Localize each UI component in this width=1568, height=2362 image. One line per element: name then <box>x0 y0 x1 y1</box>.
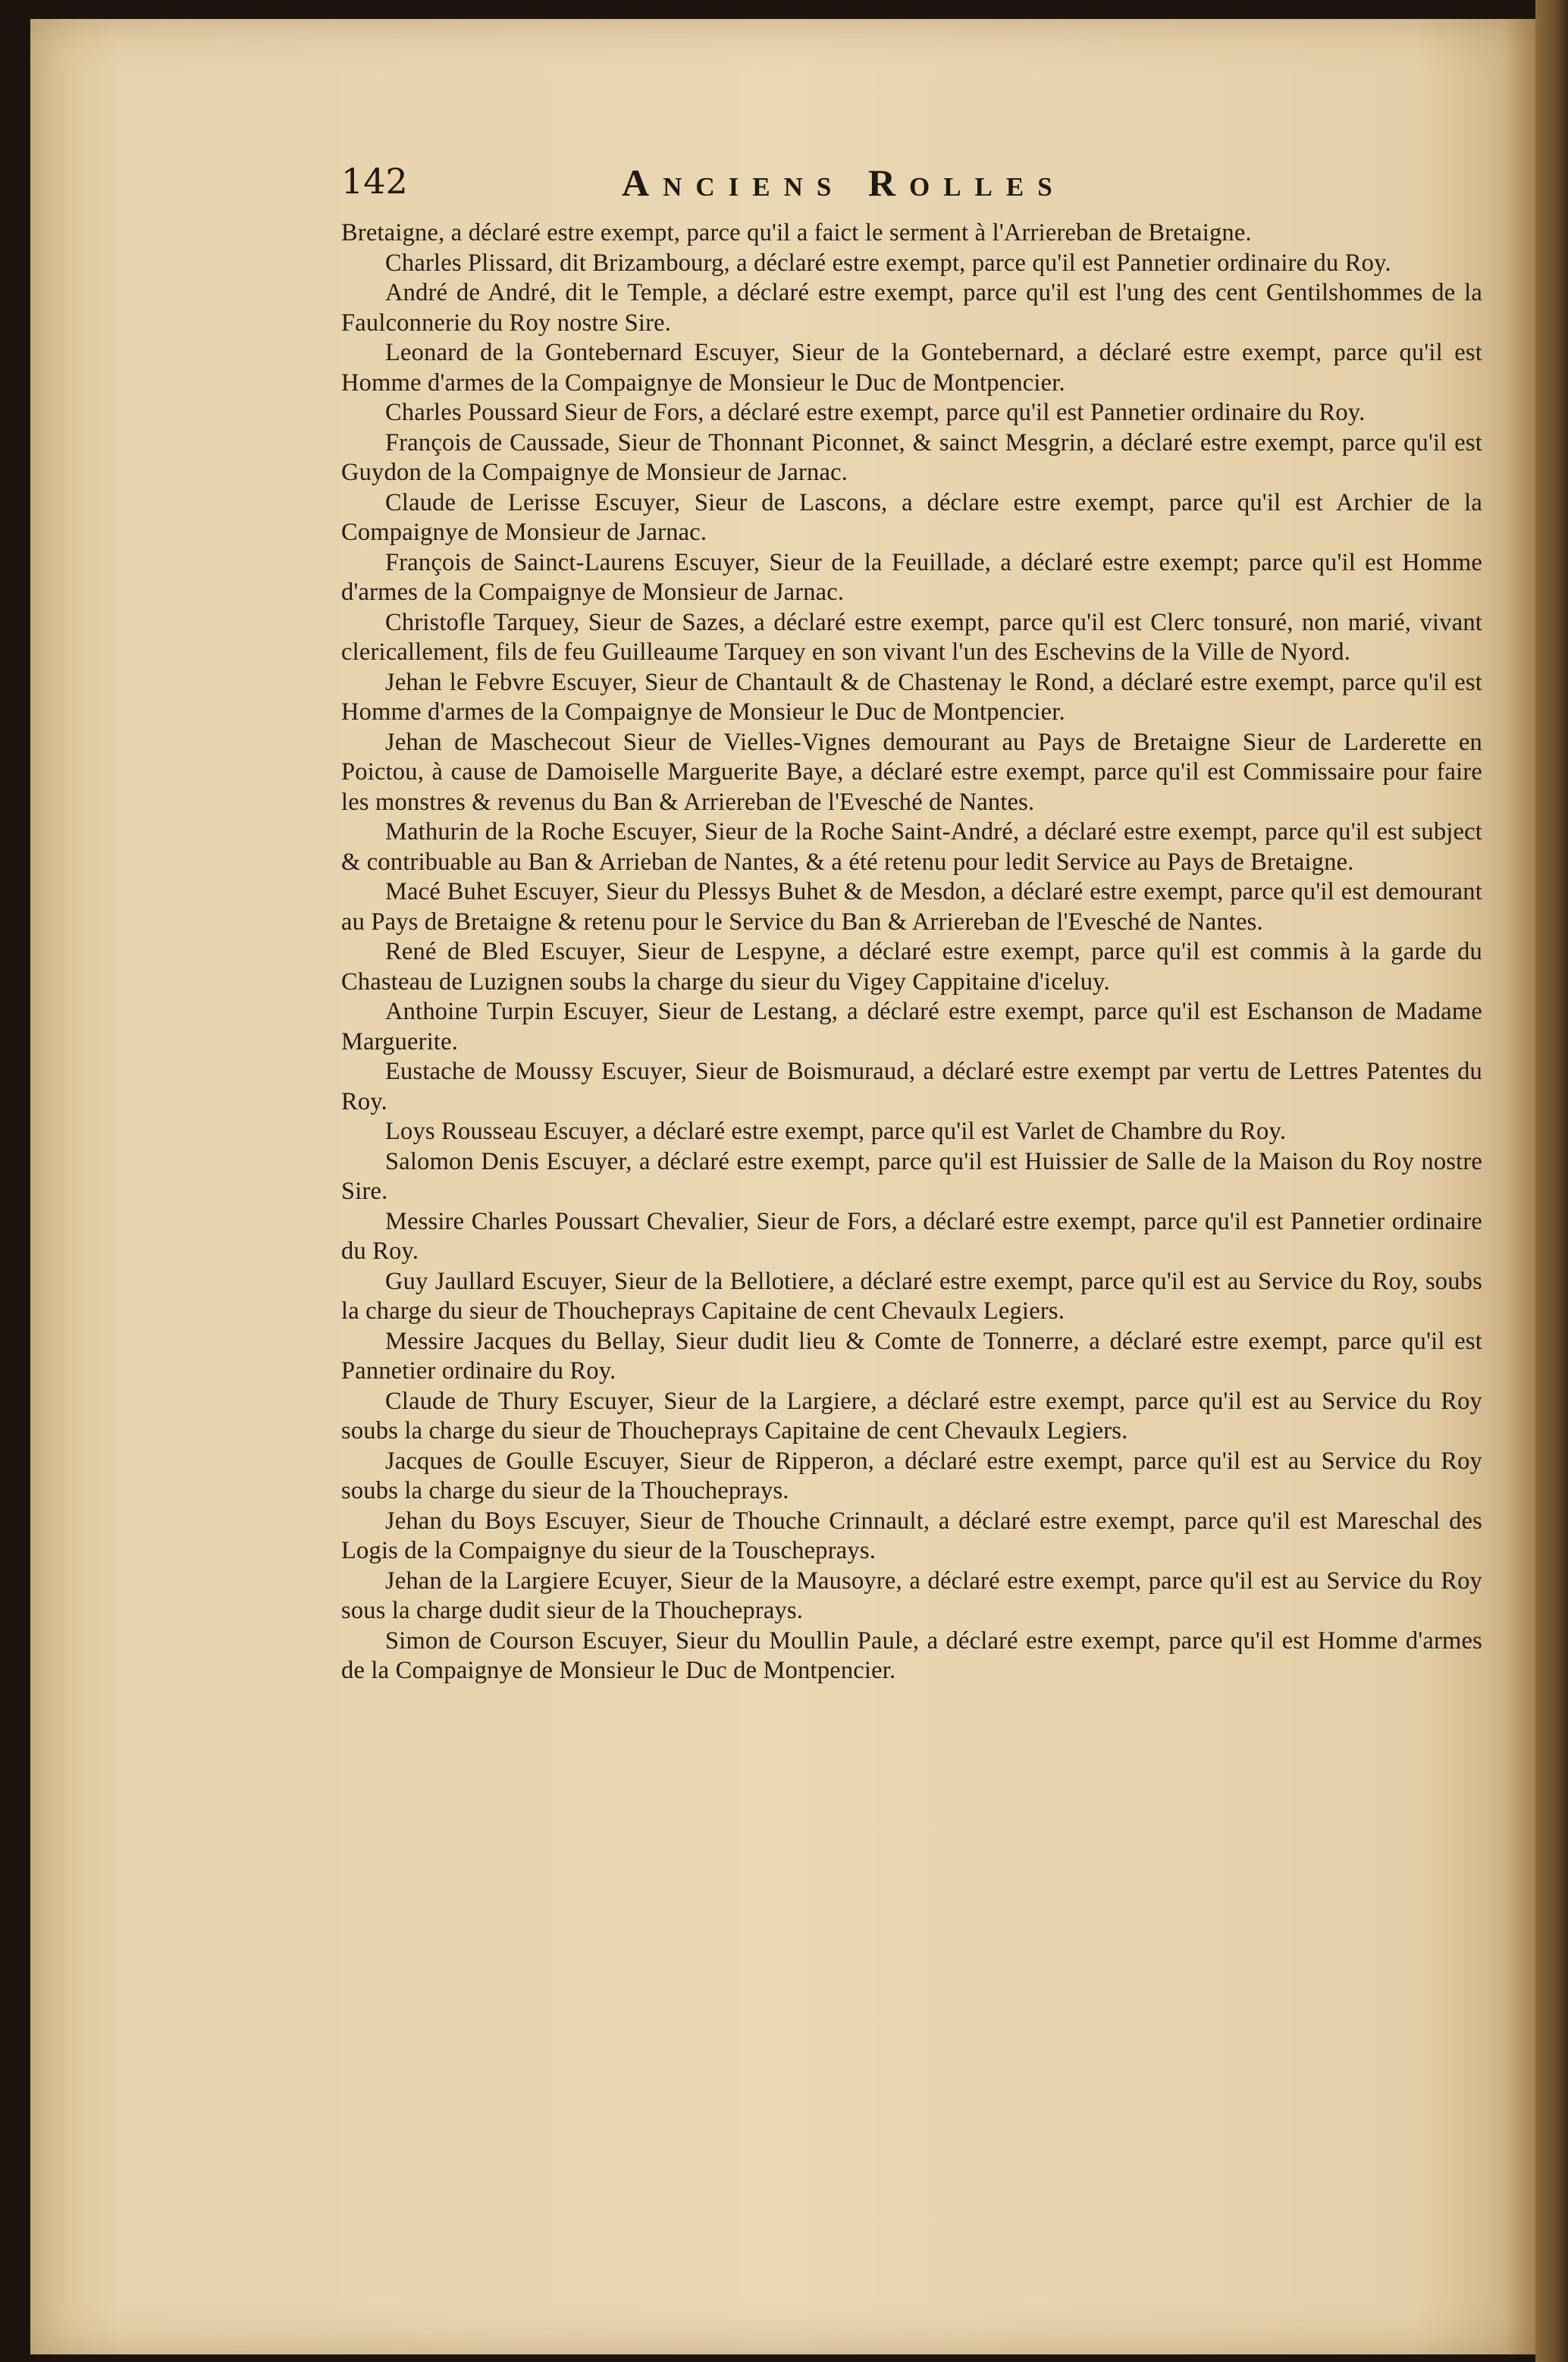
body-text <box>341 218 1482 1686</box>
paragraph: Christofle Tarquey, Sieur de Sazes, a déclaré estre exempt, parce qu'il est Clerc tonsuré, non marié, vivant clericallement, fils de feu Guilleaume Tarquey en son vivant l'un des Eschevins de la Ville de Nyord. <box>341 608 1482 666</box>
paragraph: Jehan le Febvre Escuyer, Sieur de Chantault & de Chastenay le Rond, a déclaré estre exempt, parce qu'il est Homme d'armes de la Compaignye de Monsieur le Duc de Montpencier. <box>341 668 1482 726</box>
paragraph: Loys Rousseau Escuyer, a déclaré estre exempt, parce qu'il est Varlet de Chambre du Roy. <box>385 1118 1287 1145</box>
page-number: 142 <box>341 161 408 202</box>
paragraph: Leonard de la Gontebernard Escuyer, Sieur de la Gontebernard, a déclaré estre exempt, parce qu'il est Homme d'armes de la Compaignye de Monsieur le Duc de Montpencier. <box>341 339 1482 397</box>
paragraph: Charles Poussard Sieur de Fors, a déclaré estre exempt, parce qu'il est Pannetier ordinaire du Roy. <box>385 399 1366 426</box>
paragraph: François de Sainct-Laurens Escuyer, Sieur de la Feuillade, a déclaré estre exempt; parce qu'il est Homme d'armes de la Compaignye de Monsieur de Jarnac. <box>341 548 1482 606</box>
running-title: Anciens Rolles <box>622 162 1066 204</box>
paragraph: Claude de Thury Escuyer, Sieur de la Largiere, a déclaré estre exempt, parce qu'il est au Service du Roy soubs la charge du sieur de Thoucheprays Capitaine de cent Chevaulx Legiers. <box>341 1387 1482 1444</box>
paragraph: Anthoine Turpin Escuyer, Sieur de Lestang, a déclaré estre exempt, parce qu'il est Eschanson de Madame Marguerite. <box>341 998 1482 1056</box>
paragraph: Simon de Courson Escuyer, Sieur du Moullin Paule, a déclaré estre exempt, parce qu'il est Homme d'armes de la Compaignye de Monsieur le Duc de Montpencier. <box>341 1626 1482 1684</box>
paragraph: Messire Jacques du Bellay, Sieur dudit lieu & Comte de Tonnerre, a déclaré estre exempt, parce qu'il est Pannetier ordinaire du Roy. <box>341 1327 1482 1385</box>
paragraph: Messire Charles Poussart Chevalier, Sieur de Fors, a déclaré estre exempt, parce qu'il est Pannetier ordinaire du Roy. <box>341 1207 1482 1265</box>
paragraph: Jacques de Goulle Escuyer, Sieur de Ripperon, a déclaré estre exempt, parce qu'il est au Service du Roy soubs la charge du sieur de la Thoucheprays. <box>341 1447 1482 1504</box>
paragraph: Guy Jaullard Escuyer, Sieur de la Bellotiere, a déclaré estre exempt, parce qu'il est au Service du Roy, soubs la charge du sieur de Thoucheprays Capitaine de cent Chevaulx Legiers. <box>341 1267 1482 1325</box>
paragraph: Claude de Lerisse Escuyer, Sieur de Lascons, a déclare estre exempt, parce qu'il est Archier de la Compaignye de Monsieur de Jarnac. <box>341 488 1482 546</box>
paragraph: Salomon Denis Escuyer, a déclaré estre exempt, parce qu'il est Huissier de Salle de la Maison du Roy nostre Sire. <box>341 1147 1482 1205</box>
paragraph: Charles Plissard, dit Brizambourg, a déclaré estre exempt, parce qu'il est Pannetier ordinaire du Roy. <box>385 249 1391 277</box>
paragraph: Macé Buhet Escuyer, Sieur du Plessys Buhet & de Mesdon, a déclaré estre exempt, parce qu'il est demourant au Pays de Bretaigne & retenu pour le Service du Ban & Arriereban de l'Evesché de Nantes. <box>341 878 1482 936</box>
paragraph: Jehan de la Largiere Ecuyer, Sieur de la Mausoyre, a déclaré estre exempt, parce qu'il est au Service du Roy sous la charge dudit sieur de la Thoucheprays. <box>341 1567 1482 1624</box>
page-edge-strip <box>1535 0 1568 2362</box>
paragraph: Jehan du Boys Escuyer, Sieur de Thouche Crinnault, a déclaré estre exempt, parce qu'il est Mareschal des Logis de la Compaignye du sieur de la Touscheprays. <box>341 1507 1482 1564</box>
paragraph: Mathurin de la Roche Escuyer, Sieur de la Roche Saint-André, a déclaré estre exempt, parce qu'il est subject & contribuable au Ban & Arrieban de Nantes, & a été retenu pour ledit Service au Pays de Bretaigne. <box>341 818 1482 876</box>
paragraph-continued: Bretaigne, a déclaré estre exempt, parce qu'il a faict le serment à l'Arriereban de Bretaigne. <box>341 219 1252 246</box>
paragraph: André de André, dit le Temple, a déclaré estre exempt, parce qu'il est l'ung des cent Gentilshommes de la Faulconnerie du Roy nostre Sire. <box>341 279 1482 337</box>
paragraph: Eustache de Moussy Escuyer, Sieur de Boismuraud, a déclaré estre exempt par vertu de Lettres Patentes du Roy. <box>341 1058 1482 1115</box>
paragraph: Jehan de Maschecout Sieur de Vielles-Vignes demourant au Pays de Bretaigne Sieur de Larderette en Poictou, à cause de Damoiselle Marguerite Baye, a déclaré estre exempt, parce qu'il est Commissaire pour faire les monstres & revenus du Ban & Arriereban de l'Evesché de Nantes. <box>341 728 1482 816</box>
paragraph: François de Caussade, Sieur de Thonnant Piconnet, & sainct Mesgrin, a déclaré estre exempt, parce qu'il est Guydon de la Compaignye de Monsieur de Jarnac. <box>341 428 1482 486</box>
paragraph: René de Bled Escuyer, Sieur de Lespyne, a déclaré estre exempt, parce qu'il est commis à la garde du Chasteau de Luzignen soubs la charge du sieur du Vigey Cappitaine d'iceluy. <box>341 938 1482 996</box>
running-head <box>341 161 1479 214</box>
